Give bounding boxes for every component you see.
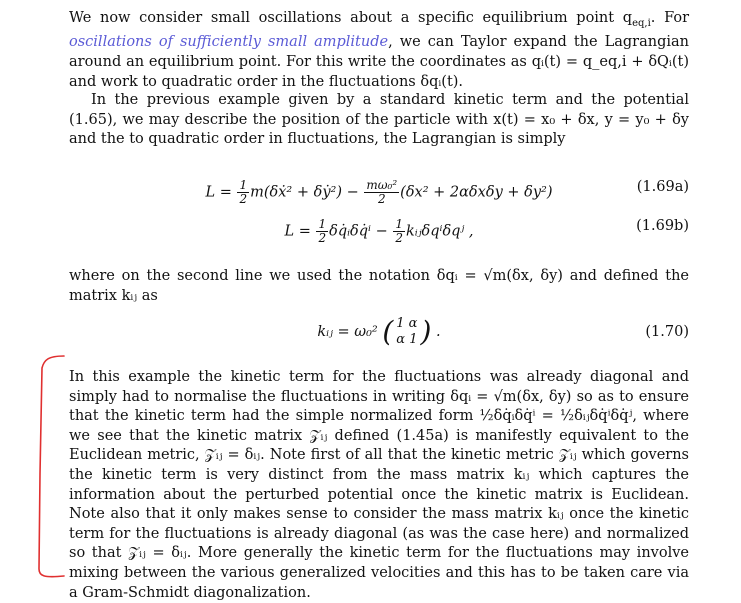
equation-number: (1.70) [645,324,689,340]
frac-numerator: 1 [395,217,403,231]
intro-text: We now consider small oscillations about a specific equilibrium point q [69,10,633,26]
paragraph-example: In the previous example given by a standard kinetic term and the potential (1.65), we may describe the position of the particle with x(t) = x₀ + δx, y = y₀ + δy and the to quadratic order in fluctuations, the Lagrangian is simply [69,92,689,148]
frac-numerator: 1 [239,178,248,192]
eq-lhs: L = [284,223,316,240]
fraction [364,179,399,206]
intro-rest: , we can Taylor expand the Lagrangian around an equilibrium point. For this write the coordinates as qᵢ(t) = q_eq,i + δQᵢ(t) and work to quadratic order in the fluctuations δqᵢ(t). [69,34,689,90]
eq-tail: . [431,324,441,340]
matrix-row: 1 α [396,316,418,331]
fraction [316,218,328,245]
frac-numerator: mω₀² [366,178,398,192]
frac-denominator: 2 [395,231,403,245]
equation-number: (1.69b) [636,218,689,234]
intro-connector: . For [650,10,690,26]
matrix-row: α 1 [396,332,418,347]
eq-lhs: kᵢⱼ = ω₀² [317,324,383,340]
paragraph-intro [69,9,689,92]
matrix-cells [393,316,420,348]
paragraph-notation: where on the second line we used the notation δqᵢ = √m(δx, δy) and defined the matrix kᵢⱼ as [69,268,689,304]
highlighted-phrase[interactable]: oscillations of sufficiently small amplitude [69,34,389,51]
matrix-close-paren: ) [420,315,432,348]
matrix-open-paren: ( [382,315,394,348]
eq-body: δq̇ᵢδq̇ⁱ − [329,223,393,240]
equation-1-69a [69,177,689,206]
eq-tail: (δx² + 2αδxδy + δy²) [400,184,553,201]
frac-denominator: 2 [377,192,386,206]
fraction [237,179,249,206]
frac-numerator: 1 [318,217,327,231]
eq-body: m(δẋ² + δẏ²) − [250,184,364,201]
equation-1-70 [69,316,689,352]
equation-1-69b [69,216,689,245]
paragraph-discussion: In this example the kinetic term for the fluctuations was already diagonal and simply had to normalise the fluctuations in writing δqᵢ = √m(δx, δy) so as to ensure that the kinetic term had the simple normalized form ½δq̇ᵢδq̇ⁱ = ½δᵢⱼδq̇ⁱδq̇ʲ, where we see that the kinetic matrix 𝒵ᵢⱼ defined (1.45a) is manifestly equivalent to the Euclidean metric, 𝒵ᵢⱼ = δᵢⱼ. Note first of all that the kinetic metric 𝒵ᵢⱼ which governs the kinetic term is very distinct from the mass matrix kᵢⱼ which captures the information about the perturbed potential once the kinetic matrix is Euclidean. Note also that it only makes sense to consider the mass matrix kᵢⱼ once the kinetic term for the fluctuations is already diagonal (as was the case here) and normalized so that 𝒵ᵢⱼ = δᵢⱼ. More generally the kinetic term for the fluctuations may involve mixing between the various generalized velocities and this has to be taken care via a Gram-Schmidt diagonalization. [69,369,689,601]
equation-number: (1.69a) [636,179,689,195]
frac-denominator: 2 [318,231,327,245]
frac-denominator: 2 [239,192,248,206]
eq-subscript: eq,i [632,17,651,29]
annotation-bracket [36,354,68,582]
fraction [393,218,405,245]
eq-lhs: L = [205,184,237,201]
eq-body: kᵢⱼδqⁱδqʲ , [405,223,474,240]
